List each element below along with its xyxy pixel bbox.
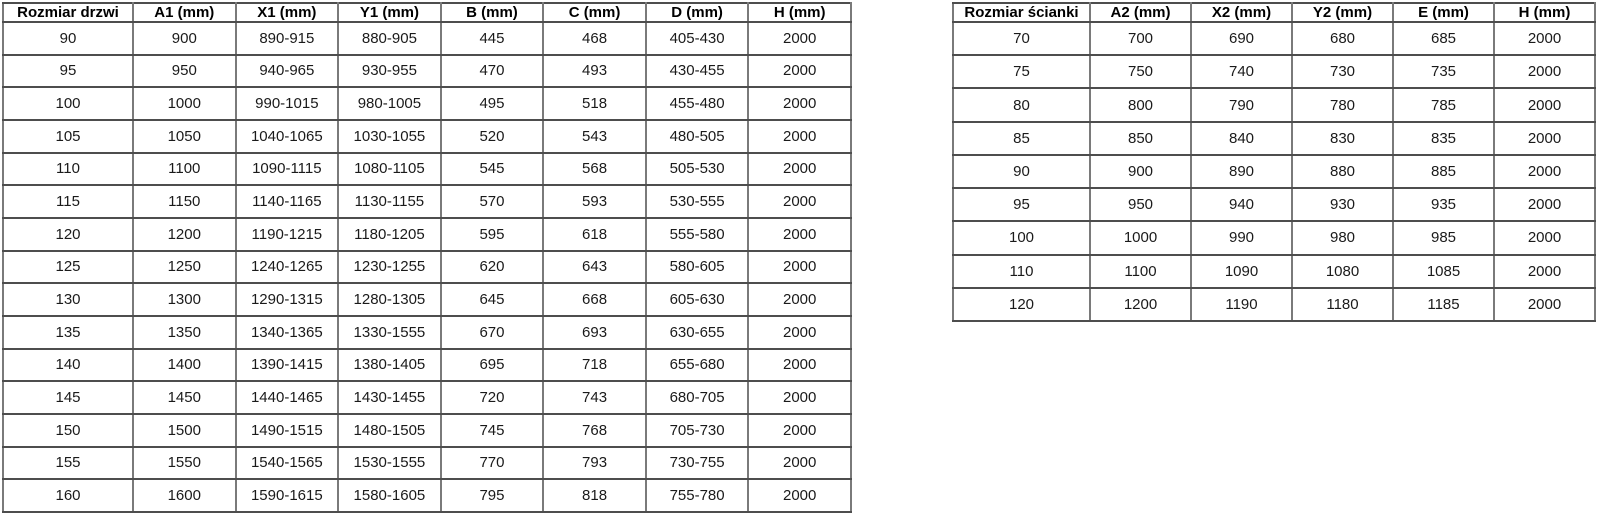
table-cell: 1080-1105 [338, 153, 441, 186]
table-cell: 1380-1405 [338, 349, 441, 382]
table-cell: 520 [441, 120, 544, 153]
table-cell: 140 [3, 349, 133, 382]
table-cell: 2000 [748, 447, 851, 480]
table-cell: 755-780 [646, 479, 749, 512]
column-header: H (mm) [1494, 3, 1595, 22]
table-cell: 1440-1465 [236, 381, 339, 414]
table-cell: 885 [1393, 155, 1494, 188]
table-cell: 1480-1505 [338, 414, 441, 447]
table-cell: 1590-1615 [236, 479, 339, 512]
column-header: Rozmiar ścianki [953, 3, 1090, 22]
table-row [953, 88, 1595, 121]
table-cell: 730 [1292, 55, 1393, 88]
table-cell: 2000 [748, 349, 851, 382]
table-cell: 1180 [1292, 288, 1393, 321]
column-header: E (mm) [1393, 3, 1494, 22]
table-cell: 70 [953, 22, 1090, 55]
table-cell: 830 [1292, 122, 1393, 155]
table-cell: 940 [1191, 188, 1292, 221]
table-cell: 1490-1515 [236, 414, 339, 447]
table-cell: 430-455 [646, 55, 749, 88]
table-cell: 745 [441, 414, 544, 447]
table-cell: 2000 [1494, 55, 1595, 88]
table-cell: 2000 [748, 479, 851, 512]
table-row [3, 283, 851, 316]
table-row [3, 349, 851, 382]
table-cell: 1040-1065 [236, 120, 339, 153]
table-cell: 1140-1165 [236, 185, 339, 218]
table-cell: 655-680 [646, 349, 749, 382]
table-cell: 100 [3, 87, 133, 120]
table-cell: 2000 [748, 218, 851, 251]
table-cell: 770 [441, 447, 544, 480]
table-cell: 2000 [748, 251, 851, 284]
table-cell: 645 [441, 283, 544, 316]
table-cell: 900 [133, 22, 236, 55]
table-cell: 1090-1115 [236, 153, 339, 186]
table-row [3, 22, 851, 55]
table-cell: 685 [1393, 22, 1494, 55]
table-cell: 1050 [133, 120, 236, 153]
table-cell: 570 [441, 185, 544, 218]
column-header: B (mm) [441, 3, 544, 22]
table-cell: 1180-1205 [338, 218, 441, 251]
table-cell: 593 [543, 185, 646, 218]
column-header: A1 (mm) [133, 3, 236, 22]
column-header: A2 (mm) [1090, 3, 1191, 22]
table-cell: 890-915 [236, 22, 339, 55]
table-cell: 2000 [748, 120, 851, 153]
table-cell: 2000 [1494, 288, 1595, 321]
table-cell: 1030-1055 [338, 120, 441, 153]
table-cell: 545 [441, 153, 544, 186]
column-header: X2 (mm) [1191, 3, 1292, 22]
table-cell: 480-505 [646, 120, 749, 153]
table-cell: 495 [441, 87, 544, 120]
table-cell: 618 [543, 218, 646, 251]
table-cell: 1500 [133, 414, 236, 447]
table-cell: 935 [1393, 188, 1494, 221]
table-cell: 1100 [133, 153, 236, 186]
table-cell: 1530-1555 [338, 447, 441, 480]
table-cell: 1600 [133, 479, 236, 512]
table-row [3, 414, 851, 447]
table-cell: 1430-1455 [338, 381, 441, 414]
table-cell: 835 [1393, 122, 1494, 155]
table-cell: 690 [1191, 22, 1292, 55]
door-dimensions-table [2, 2, 852, 513]
table-cell: 2000 [1494, 255, 1595, 288]
table-cell: 130 [3, 283, 133, 316]
table-cell: 670 [441, 316, 544, 349]
column-header: C (mm) [543, 3, 646, 22]
table-cell: 85 [953, 122, 1090, 155]
table-row [953, 288, 1595, 321]
table-cell: 990 [1191, 221, 1292, 254]
table-cell: 680-705 [646, 381, 749, 414]
table-cell: 2000 [748, 316, 851, 349]
table-cell: 695 [441, 349, 544, 382]
table-cell: 95 [953, 188, 1090, 221]
table-cell: 785 [1393, 88, 1494, 121]
table-cell: 110 [953, 255, 1090, 288]
table-cell: 1100 [1090, 255, 1191, 288]
table-cell: 505-530 [646, 153, 749, 186]
table-cell: 2000 [748, 22, 851, 55]
table-cell: 790 [1191, 88, 1292, 121]
table-cell: 120 [3, 218, 133, 251]
table-row [953, 255, 1595, 288]
table-cell: 2000 [748, 414, 851, 447]
table-cell: 730-755 [646, 447, 749, 480]
table-cell: 1290-1315 [236, 283, 339, 316]
table-cell: 75 [953, 55, 1090, 88]
table-cell: 1400 [133, 349, 236, 382]
table-cell: 110 [3, 153, 133, 186]
table-cell: 680 [1292, 22, 1393, 55]
table-cell: 100 [953, 221, 1090, 254]
table-cell: 2000 [748, 283, 851, 316]
table-cell: 2000 [748, 87, 851, 120]
table-cell: 795 [441, 479, 544, 512]
table-cell: 705-730 [646, 414, 749, 447]
table-cell: 850 [1090, 122, 1191, 155]
table-cell: 990-1015 [236, 87, 339, 120]
table-cell: 2000 [1494, 155, 1595, 188]
table-cell: 105 [3, 120, 133, 153]
table-cell: 470 [441, 55, 544, 88]
table-cell: 818 [543, 479, 646, 512]
table-cell: 620 [441, 251, 544, 284]
table-cell: 80 [953, 88, 1090, 121]
table-cell: 1240-1265 [236, 251, 339, 284]
table-cell: 125 [3, 251, 133, 284]
table-row [953, 55, 1595, 88]
column-header: Y2 (mm) [1292, 3, 1393, 22]
table-cell: 1540-1565 [236, 447, 339, 480]
table-cell: 155 [3, 447, 133, 480]
table-cell: 1185 [1393, 288, 1494, 321]
table-cell: 160 [3, 479, 133, 512]
table-cell: 1450 [133, 381, 236, 414]
table-cell: 605-630 [646, 283, 749, 316]
table-cell: 985 [1393, 221, 1494, 254]
table-cell: 595 [441, 218, 544, 251]
table-cell: 2000 [1494, 188, 1595, 221]
table-cell: 1130-1155 [338, 185, 441, 218]
table-cell: 150 [3, 414, 133, 447]
column-header: H (mm) [748, 3, 851, 22]
table-cell: 890 [1191, 155, 1292, 188]
table-cell: 668 [543, 283, 646, 316]
table-cell: 950 [1090, 188, 1191, 221]
table-cell: 1230-1255 [338, 251, 441, 284]
table-cell: 2000 [748, 185, 851, 218]
table-cell: 518 [543, 87, 646, 120]
table-cell: 1200 [1090, 288, 1191, 321]
table-cell: 145 [3, 381, 133, 414]
table-cell: 2000 [1494, 22, 1595, 55]
table-cell: 90 [953, 155, 1090, 188]
table-cell: 115 [3, 185, 133, 218]
table-cell: 1200 [133, 218, 236, 251]
table-cell: 1150 [133, 185, 236, 218]
table-cell: 1080 [1292, 255, 1393, 288]
table-cell: 880 [1292, 155, 1393, 188]
table-row [3, 479, 851, 512]
table-cell: 840 [1191, 122, 1292, 155]
wall-dimensions-table [952, 2, 1596, 322]
table-cell: 1580-1605 [338, 479, 441, 512]
table-cell: 1090 [1191, 255, 1292, 288]
table-row [953, 155, 1595, 188]
table-row [3, 381, 851, 414]
table-row [3, 316, 851, 349]
table-cell: 940-965 [236, 55, 339, 88]
table-cell: 530-555 [646, 185, 749, 218]
table-cell: 693 [543, 316, 646, 349]
table-cell: 880-905 [338, 22, 441, 55]
table-cell: 120 [953, 288, 1090, 321]
table-cell: 780 [1292, 88, 1393, 121]
table-row [3, 251, 851, 284]
table-cell: 700 [1090, 22, 1191, 55]
table-cell: 555-580 [646, 218, 749, 251]
table-cell: 720 [441, 381, 544, 414]
column-header: Y1 (mm) [338, 3, 441, 22]
table-cell: 135 [3, 316, 133, 349]
table-row [3, 55, 851, 88]
table-cell: 1190 [1191, 288, 1292, 321]
column-header: X1 (mm) [236, 3, 339, 22]
table-cell: 2000 [1494, 88, 1595, 121]
table-row [3, 87, 851, 120]
table-cell: 543 [543, 120, 646, 153]
column-header: D (mm) [646, 3, 749, 22]
table-cell: 1300 [133, 283, 236, 316]
table-cell: 930 [1292, 188, 1393, 221]
table-cell: 2000 [1494, 122, 1595, 155]
column-header: Rozmiar drzwi [3, 3, 133, 22]
table-cell: 2000 [748, 55, 851, 88]
table-cell: 1000 [133, 87, 236, 120]
table-header-row [3, 3, 851, 22]
table-row [3, 153, 851, 186]
table-cell: 2000 [748, 153, 851, 186]
table-cell: 980-1005 [338, 87, 441, 120]
table-cell: 743 [543, 381, 646, 414]
table-row [953, 122, 1595, 155]
table-cell: 1250 [133, 251, 236, 284]
table-cell: 455-480 [646, 87, 749, 120]
table-cell: 90 [3, 22, 133, 55]
table-row [3, 218, 851, 251]
table-cell: 405-430 [646, 22, 749, 55]
table-cell: 980 [1292, 221, 1393, 254]
table-row [3, 185, 851, 218]
table-row [3, 120, 851, 153]
table-cell: 768 [543, 414, 646, 447]
table-cell: 1350 [133, 316, 236, 349]
table-row [953, 22, 1595, 55]
table-cell: 1390-1415 [236, 349, 339, 382]
table-cell: 95 [3, 55, 133, 88]
table-cell: 740 [1191, 55, 1292, 88]
table-cell: 1330-1555 [338, 316, 441, 349]
table-cell: 1190-1215 [236, 218, 339, 251]
table-cell: 468 [543, 22, 646, 55]
table-cell: 1550 [133, 447, 236, 480]
table-cell: 750 [1090, 55, 1191, 88]
table-cell: 1000 [1090, 221, 1191, 254]
table-cell: 735 [1393, 55, 1494, 88]
table-cell: 2000 [1494, 221, 1595, 254]
table-cell: 800 [1090, 88, 1191, 121]
table-cell: 793 [543, 447, 646, 480]
table-cell: 630-655 [646, 316, 749, 349]
table-row [953, 188, 1595, 221]
table-cell: 1085 [1393, 255, 1494, 288]
table-row [3, 447, 851, 480]
table-cell: 930-955 [338, 55, 441, 88]
table-cell: 580-605 [646, 251, 749, 284]
table-cell: 1280-1305 [338, 283, 441, 316]
table-cell: 2000 [748, 381, 851, 414]
table-cell: 1340-1365 [236, 316, 339, 349]
table-cell: 900 [1090, 155, 1191, 188]
table-cell: 950 [133, 55, 236, 88]
table-cell: 493 [543, 55, 646, 88]
table-header-row [953, 3, 1595, 22]
table-cell: 568 [543, 153, 646, 186]
table-row [953, 221, 1595, 254]
table-cell: 718 [543, 349, 646, 382]
table-cell: 445 [441, 22, 544, 55]
table-cell: 643 [543, 251, 646, 284]
